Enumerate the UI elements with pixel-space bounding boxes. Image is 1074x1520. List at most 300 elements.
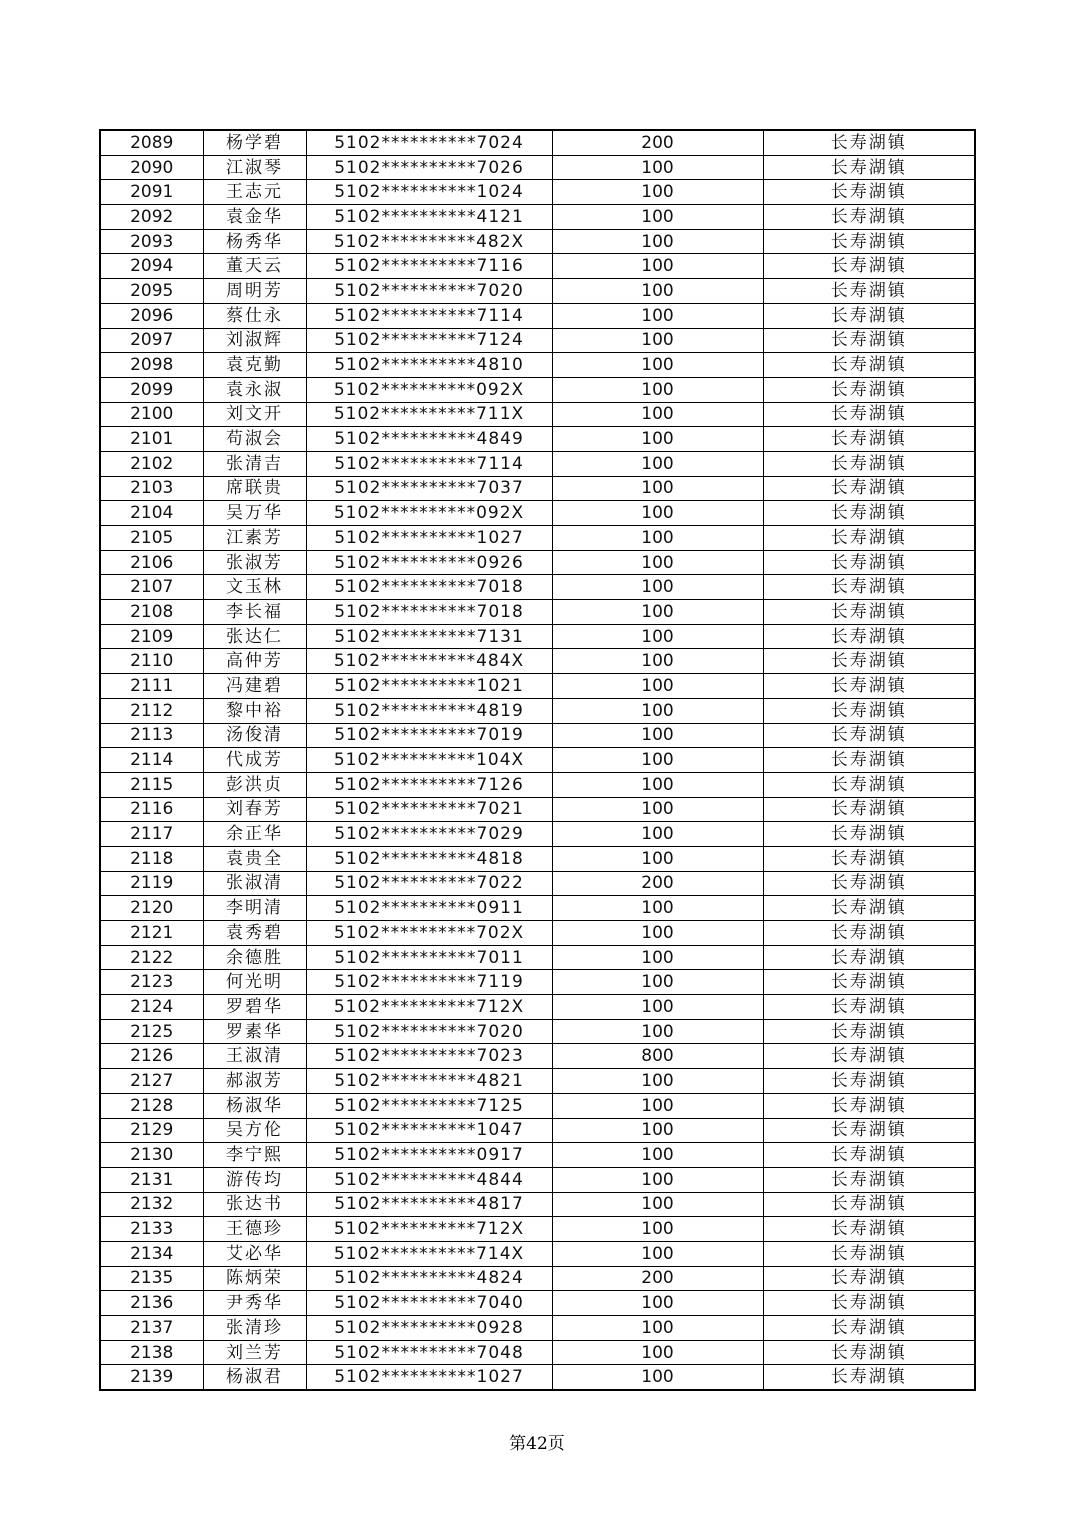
town-cell: 长寿湖镇 — [763, 155, 975, 180]
table-row — [100, 772, 975, 797]
town-cell: 长寿湖镇 — [763, 1167, 975, 1192]
name-cell: 蔡仕永 — [203, 303, 306, 328]
id-number-cell: 5102**********092X — [306, 377, 552, 402]
town-cell: 长寿湖镇 — [763, 723, 975, 748]
town-cell: 长寿湖镇 — [763, 698, 975, 723]
amount-cell: 100 — [552, 1217, 763, 1242]
table-row — [100, 1217, 975, 1242]
id-number-cell: 5102**********4817 — [306, 1192, 552, 1217]
row-number-cell: 2100 — [100, 402, 203, 427]
table-row — [100, 1143, 975, 1168]
amount-cell: 100 — [552, 995, 763, 1020]
row-number-cell: 2102 — [100, 451, 203, 476]
id-number-cell: 5102**********1021 — [306, 674, 552, 699]
town-cell: 长寿湖镇 — [763, 353, 975, 378]
amount-cell: 100 — [552, 229, 763, 254]
table-row — [100, 1316, 975, 1341]
table-row — [100, 1118, 975, 1143]
id-number-cell: 5102**********7024 — [306, 130, 552, 155]
row-number-cell: 2124 — [100, 995, 203, 1020]
id-number-cell: 5102**********702X — [306, 921, 552, 946]
amount-cell: 100 — [552, 1316, 763, 1341]
table-row — [100, 427, 975, 452]
table-row — [100, 896, 975, 921]
id-number-cell: 5102**********714X — [306, 1241, 552, 1266]
table-row — [100, 279, 975, 304]
row-number-cell: 2121 — [100, 921, 203, 946]
table-row — [100, 600, 975, 625]
amount-cell: 100 — [552, 698, 763, 723]
row-number-cell: 2138 — [100, 1340, 203, 1365]
row-number-cell: 2108 — [100, 600, 203, 625]
name-cell: 艾必华 — [203, 1241, 306, 1266]
name-cell: 杨淑君 — [203, 1365, 306, 1390]
id-number-cell: 5102**********7019 — [306, 723, 552, 748]
id-number-cell: 5102**********484X — [306, 649, 552, 674]
town-cell: 长寿湖镇 — [763, 748, 975, 773]
amount-cell: 100 — [552, 254, 763, 279]
name-cell: 刘兰芳 — [203, 1340, 306, 1365]
town-cell: 长寿湖镇 — [763, 921, 975, 946]
town-cell: 长寿湖镇 — [763, 254, 975, 279]
id-number-cell: 5102**********7021 — [306, 797, 552, 822]
town-cell: 长寿湖镇 — [763, 1044, 975, 1069]
town-cell: 长寿湖镇 — [763, 476, 975, 501]
row-number-cell: 2098 — [100, 353, 203, 378]
amount-cell: 100 — [552, 1365, 763, 1390]
town-cell: 长寿湖镇 — [763, 970, 975, 995]
id-number-cell: 5102**********4121 — [306, 205, 552, 230]
row-number-cell: 2103 — [100, 476, 203, 501]
id-number-cell: 5102**********4821 — [306, 1069, 552, 1094]
name-cell: 袁秀碧 — [203, 921, 306, 946]
amount-cell: 100 — [552, 575, 763, 600]
town-cell: 长寿湖镇 — [763, 1019, 975, 1044]
name-cell: 余德胜 — [203, 945, 306, 970]
amount-cell: 100 — [552, 723, 763, 748]
name-cell: 彭洪贞 — [203, 772, 306, 797]
town-cell: 长寿湖镇 — [763, 1241, 975, 1266]
row-number-cell: 2132 — [100, 1192, 203, 1217]
amount-cell: 200 — [552, 871, 763, 896]
row-number-cell: 2123 — [100, 970, 203, 995]
id-number-cell: 5102**********1024 — [306, 180, 552, 205]
id-number-cell: 5102**********7119 — [306, 970, 552, 995]
town-cell: 长寿湖镇 — [763, 130, 975, 155]
table-row — [100, 1192, 975, 1217]
amount-cell: 100 — [552, 303, 763, 328]
town-cell: 长寿湖镇 — [763, 1118, 975, 1143]
row-number-cell: 2115 — [100, 772, 203, 797]
town-cell: 长寿湖镇 — [763, 180, 975, 205]
table-row — [100, 945, 975, 970]
name-cell: 刘文开 — [203, 402, 306, 427]
amount-cell: 200 — [552, 1266, 763, 1291]
row-number-cell: 2095 — [100, 279, 203, 304]
town-cell: 长寿湖镇 — [763, 674, 975, 699]
amount-cell: 100 — [552, 624, 763, 649]
id-number-cell: 5102**********7114 — [306, 303, 552, 328]
id-number-cell: 5102**********7011 — [306, 945, 552, 970]
id-number-cell: 5102**********7018 — [306, 600, 552, 625]
amount-cell: 100 — [552, 279, 763, 304]
amount-cell: 100 — [552, 451, 763, 476]
row-number-cell: 2090 — [100, 155, 203, 180]
subsidy-list-table — [99, 129, 976, 1391]
amount-cell: 100 — [552, 353, 763, 378]
id-number-cell: 5102**********1027 — [306, 1365, 552, 1390]
town-cell: 长寿湖镇 — [763, 501, 975, 526]
row-number-cell: 2101 — [100, 427, 203, 452]
table-row — [100, 921, 975, 946]
name-cell: 吴方伦 — [203, 1118, 306, 1143]
id-number-cell: 5102**********0917 — [306, 1143, 552, 1168]
town-cell: 长寿湖镇 — [763, 822, 975, 847]
name-cell: 张淑芳 — [203, 550, 306, 575]
table-row — [100, 501, 975, 526]
table-row — [100, 822, 975, 847]
town-cell: 长寿湖镇 — [763, 550, 975, 575]
row-number-cell: 2112 — [100, 698, 203, 723]
row-number-cell: 2092 — [100, 205, 203, 230]
table-row — [100, 1093, 975, 1118]
amount-cell: 200 — [552, 130, 763, 155]
id-number-cell: 5102**********4824 — [306, 1266, 552, 1291]
name-cell: 罗素华 — [203, 1019, 306, 1044]
id-number-cell: 5102**********7029 — [306, 822, 552, 847]
table-row — [100, 229, 975, 254]
town-cell: 长寿湖镇 — [763, 871, 975, 896]
amount-cell: 100 — [552, 748, 763, 773]
name-cell: 张淑清 — [203, 871, 306, 896]
name-cell: 张清吉 — [203, 451, 306, 476]
town-cell: 长寿湖镇 — [763, 1340, 975, 1365]
row-number-cell: 2122 — [100, 945, 203, 970]
amount-cell: 100 — [552, 501, 763, 526]
row-number-cell: 2136 — [100, 1291, 203, 1316]
id-number-cell: 5102**********1027 — [306, 526, 552, 551]
town-cell: 长寿湖镇 — [763, 451, 975, 476]
name-cell: 袁贵全 — [203, 846, 306, 871]
amount-cell: 100 — [552, 476, 763, 501]
name-cell: 袁永淑 — [203, 377, 306, 402]
amount-cell: 100 — [552, 896, 763, 921]
town-cell: 长寿湖镇 — [763, 229, 975, 254]
table-row — [100, 575, 975, 600]
id-number-cell: 5102**********7131 — [306, 624, 552, 649]
name-cell: 黎中裕 — [203, 698, 306, 723]
row-number-cell: 2104 — [100, 501, 203, 526]
table-row — [100, 723, 975, 748]
name-cell: 李明清 — [203, 896, 306, 921]
table-row — [100, 674, 975, 699]
row-number-cell: 2137 — [100, 1316, 203, 1341]
town-cell: 长寿湖镇 — [763, 402, 975, 427]
table-row — [100, 550, 975, 575]
id-number-cell: 5102**********4849 — [306, 427, 552, 452]
table-row — [100, 970, 975, 995]
name-cell: 刘淑辉 — [203, 328, 306, 353]
name-cell: 王志元 — [203, 180, 306, 205]
name-cell: 张达书 — [203, 1192, 306, 1217]
table-row — [100, 328, 975, 353]
name-cell: 冯建碧 — [203, 674, 306, 699]
name-cell: 尹秀华 — [203, 1291, 306, 1316]
name-cell: 余正华 — [203, 822, 306, 847]
id-number-cell: 5102**********7040 — [306, 1291, 552, 1316]
table-row — [100, 871, 975, 896]
name-cell: 李长福 — [203, 600, 306, 625]
amount-cell: 100 — [552, 674, 763, 699]
town-cell: 长寿湖镇 — [763, 772, 975, 797]
table-row — [100, 1167, 975, 1192]
row-number-cell: 2127 — [100, 1069, 203, 1094]
id-number-cell: 5102**********4810 — [306, 353, 552, 378]
row-number-cell: 2125 — [100, 1019, 203, 1044]
name-cell: 杨学碧 — [203, 130, 306, 155]
town-cell: 长寿湖镇 — [763, 1093, 975, 1118]
name-cell: 张清珍 — [203, 1316, 306, 1341]
id-number-cell: 5102**********4818 — [306, 846, 552, 871]
amount-cell: 100 — [552, 970, 763, 995]
town-cell: 长寿湖镇 — [763, 995, 975, 1020]
town-cell: 长寿湖镇 — [763, 600, 975, 625]
town-cell: 长寿湖镇 — [763, 945, 975, 970]
id-number-cell: 5102**********711X — [306, 402, 552, 427]
amount-cell: 100 — [552, 526, 763, 551]
id-number-cell: 5102**********7116 — [306, 254, 552, 279]
table-row — [100, 748, 975, 773]
name-cell: 王淑清 — [203, 1044, 306, 1069]
row-number-cell: 2097 — [100, 328, 203, 353]
amount-cell: 100 — [552, 1340, 763, 1365]
town-cell: 长寿湖镇 — [763, 377, 975, 402]
amount-cell: 100 — [552, 205, 763, 230]
row-number-cell: 2119 — [100, 871, 203, 896]
amount-cell: 100 — [552, 1167, 763, 1192]
amount-cell: 100 — [552, 797, 763, 822]
table-row — [100, 155, 975, 180]
table-row — [100, 402, 975, 427]
id-number-cell: 5102**********7018 — [306, 575, 552, 600]
row-number-cell: 2133 — [100, 1217, 203, 1242]
name-cell: 代成芳 — [203, 748, 306, 773]
name-cell: 江素芳 — [203, 526, 306, 551]
row-number-cell: 2118 — [100, 846, 203, 871]
town-cell: 长寿湖镇 — [763, 624, 975, 649]
id-number-cell: 5102**********7124 — [306, 328, 552, 353]
table-row — [100, 353, 975, 378]
town-cell: 长寿湖镇 — [763, 1316, 975, 1341]
amount-cell: 100 — [552, 822, 763, 847]
name-cell: 席联贵 — [203, 476, 306, 501]
row-number-cell: 2130 — [100, 1143, 203, 1168]
row-number-cell: 2134 — [100, 1241, 203, 1266]
town-cell: 长寿湖镇 — [763, 1266, 975, 1291]
table-body — [100, 130, 975, 1390]
name-cell: 刘春芳 — [203, 797, 306, 822]
table-row — [100, 526, 975, 551]
id-number-cell: 5102**********7020 — [306, 1019, 552, 1044]
amount-cell: 100 — [552, 155, 763, 180]
table-row — [100, 1044, 975, 1069]
id-number-cell: 5102**********7020 — [306, 279, 552, 304]
town-cell: 长寿湖镇 — [763, 1365, 975, 1390]
id-number-cell: 5102**********482X — [306, 229, 552, 254]
amount-cell: 100 — [552, 377, 763, 402]
row-number-cell: 2113 — [100, 723, 203, 748]
row-number-cell: 2091 — [100, 180, 203, 205]
row-number-cell: 2107 — [100, 575, 203, 600]
id-number-cell: 5102**********7022 — [306, 871, 552, 896]
name-cell: 袁金华 — [203, 205, 306, 230]
table-row — [100, 1241, 975, 1266]
table-row — [100, 995, 975, 1020]
table-row — [100, 1266, 975, 1291]
row-number-cell: 2093 — [100, 229, 203, 254]
table-row — [100, 180, 975, 205]
name-cell: 袁克勤 — [203, 353, 306, 378]
table-row — [100, 624, 975, 649]
name-cell: 杨秀华 — [203, 229, 306, 254]
amount-cell: 100 — [552, 328, 763, 353]
town-cell: 长寿湖镇 — [763, 205, 975, 230]
row-number-cell: 2099 — [100, 377, 203, 402]
amount-cell: 100 — [552, 1192, 763, 1217]
town-cell: 长寿湖镇 — [763, 1069, 975, 1094]
name-cell: 高仲芳 — [203, 649, 306, 674]
id-number-cell: 5102**********092X — [306, 501, 552, 526]
id-number-cell: 5102**********1047 — [306, 1118, 552, 1143]
name-cell: 汤俊清 — [203, 723, 306, 748]
row-number-cell: 2129 — [100, 1118, 203, 1143]
name-cell: 张达仁 — [203, 624, 306, 649]
town-cell: 长寿湖镇 — [763, 575, 975, 600]
name-cell: 何光明 — [203, 970, 306, 995]
name-cell: 江淑琴 — [203, 155, 306, 180]
table-row — [100, 698, 975, 723]
name-cell: 文玉林 — [203, 575, 306, 600]
id-number-cell: 5102**********7048 — [306, 1340, 552, 1365]
id-number-cell: 5102**********7026 — [306, 155, 552, 180]
name-cell: 李宁熙 — [203, 1143, 306, 1168]
id-number-cell: 5102**********4819 — [306, 698, 552, 723]
row-number-cell: 2120 — [100, 896, 203, 921]
row-number-cell: 2128 — [100, 1093, 203, 1118]
id-number-cell: 5102**********104X — [306, 748, 552, 773]
amount-cell: 100 — [552, 1069, 763, 1094]
row-number-cell: 2089 — [100, 130, 203, 155]
table-row — [100, 254, 975, 279]
name-cell: 王德珍 — [203, 1217, 306, 1242]
name-cell: 吴万华 — [203, 501, 306, 526]
name-cell: 董天云 — [203, 254, 306, 279]
id-number-cell: 5102**********0928 — [306, 1316, 552, 1341]
name-cell: 杨淑华 — [203, 1093, 306, 1118]
amount-cell: 100 — [552, 772, 763, 797]
town-cell: 长寿湖镇 — [763, 846, 975, 871]
table-row — [100, 1340, 975, 1365]
table-row — [100, 476, 975, 501]
row-number-cell: 2105 — [100, 526, 203, 551]
row-number-cell: 2131 — [100, 1167, 203, 1192]
table-row — [100, 1291, 975, 1316]
amount-cell: 100 — [552, 846, 763, 871]
id-number-cell: 5102**********7037 — [306, 476, 552, 501]
town-cell: 长寿湖镇 — [763, 1291, 975, 1316]
name-cell: 罗碧华 — [203, 995, 306, 1020]
id-number-cell: 5102**********712X — [306, 995, 552, 1020]
table-row — [100, 205, 975, 230]
town-cell: 长寿湖镇 — [763, 797, 975, 822]
table-row — [100, 1365, 975, 1390]
page-number: 第42页 — [509, 1434, 565, 1454]
row-number-cell: 2109 — [100, 624, 203, 649]
row-number-cell: 2116 — [100, 797, 203, 822]
amount-cell: 100 — [552, 402, 763, 427]
table-row — [100, 1019, 975, 1044]
amount-cell: 100 — [552, 180, 763, 205]
town-cell: 长寿湖镇 — [763, 427, 975, 452]
table-row — [100, 451, 975, 476]
table-row — [100, 1069, 975, 1094]
amount-cell: 100 — [552, 1241, 763, 1266]
row-number-cell: 2139 — [100, 1365, 203, 1390]
town-cell: 长寿湖镇 — [763, 526, 975, 551]
table-row — [100, 377, 975, 402]
id-number-cell: 5102**********0911 — [306, 896, 552, 921]
row-number-cell: 2111 — [100, 674, 203, 699]
amount-cell: 100 — [552, 649, 763, 674]
table-row — [100, 130, 975, 155]
town-cell: 长寿湖镇 — [763, 328, 975, 353]
id-number-cell: 5102**********7114 — [306, 451, 552, 476]
town-cell: 长寿湖镇 — [763, 1217, 975, 1242]
row-number-cell: 2126 — [100, 1044, 203, 1069]
row-number-cell: 2135 — [100, 1266, 203, 1291]
name-cell: 陈炳荣 — [203, 1266, 306, 1291]
row-number-cell: 2114 — [100, 748, 203, 773]
town-cell: 长寿湖镇 — [763, 303, 975, 328]
table-row — [100, 797, 975, 822]
name-cell: 郝淑芳 — [203, 1069, 306, 1094]
amount-cell: 100 — [552, 427, 763, 452]
table-row — [100, 303, 975, 328]
town-cell: 长寿湖镇 — [763, 1143, 975, 1168]
amount-cell: 100 — [552, 550, 763, 575]
amount-cell: 100 — [552, 1143, 763, 1168]
town-cell: 长寿湖镇 — [763, 279, 975, 304]
table-row — [100, 649, 975, 674]
town-cell: 长寿湖镇 — [763, 649, 975, 674]
id-number-cell: 5102**********7125 — [306, 1093, 552, 1118]
name-cell: 游传均 — [203, 1167, 306, 1192]
amount-cell: 800 — [552, 1044, 763, 1069]
row-number-cell: 2110 — [100, 649, 203, 674]
amount-cell: 100 — [552, 1019, 763, 1044]
row-number-cell: 2096 — [100, 303, 203, 328]
amount-cell: 100 — [552, 1118, 763, 1143]
id-number-cell: 5102**********7023 — [306, 1044, 552, 1069]
amount-cell: 100 — [552, 1093, 763, 1118]
amount-cell: 100 — [552, 600, 763, 625]
amount-cell: 100 — [552, 921, 763, 946]
table-row — [100, 846, 975, 871]
town-cell: 长寿湖镇 — [763, 1192, 975, 1217]
id-number-cell: 5102**********0926 — [306, 550, 552, 575]
id-number-cell: 5102**********4844 — [306, 1167, 552, 1192]
row-number-cell: 2106 — [100, 550, 203, 575]
